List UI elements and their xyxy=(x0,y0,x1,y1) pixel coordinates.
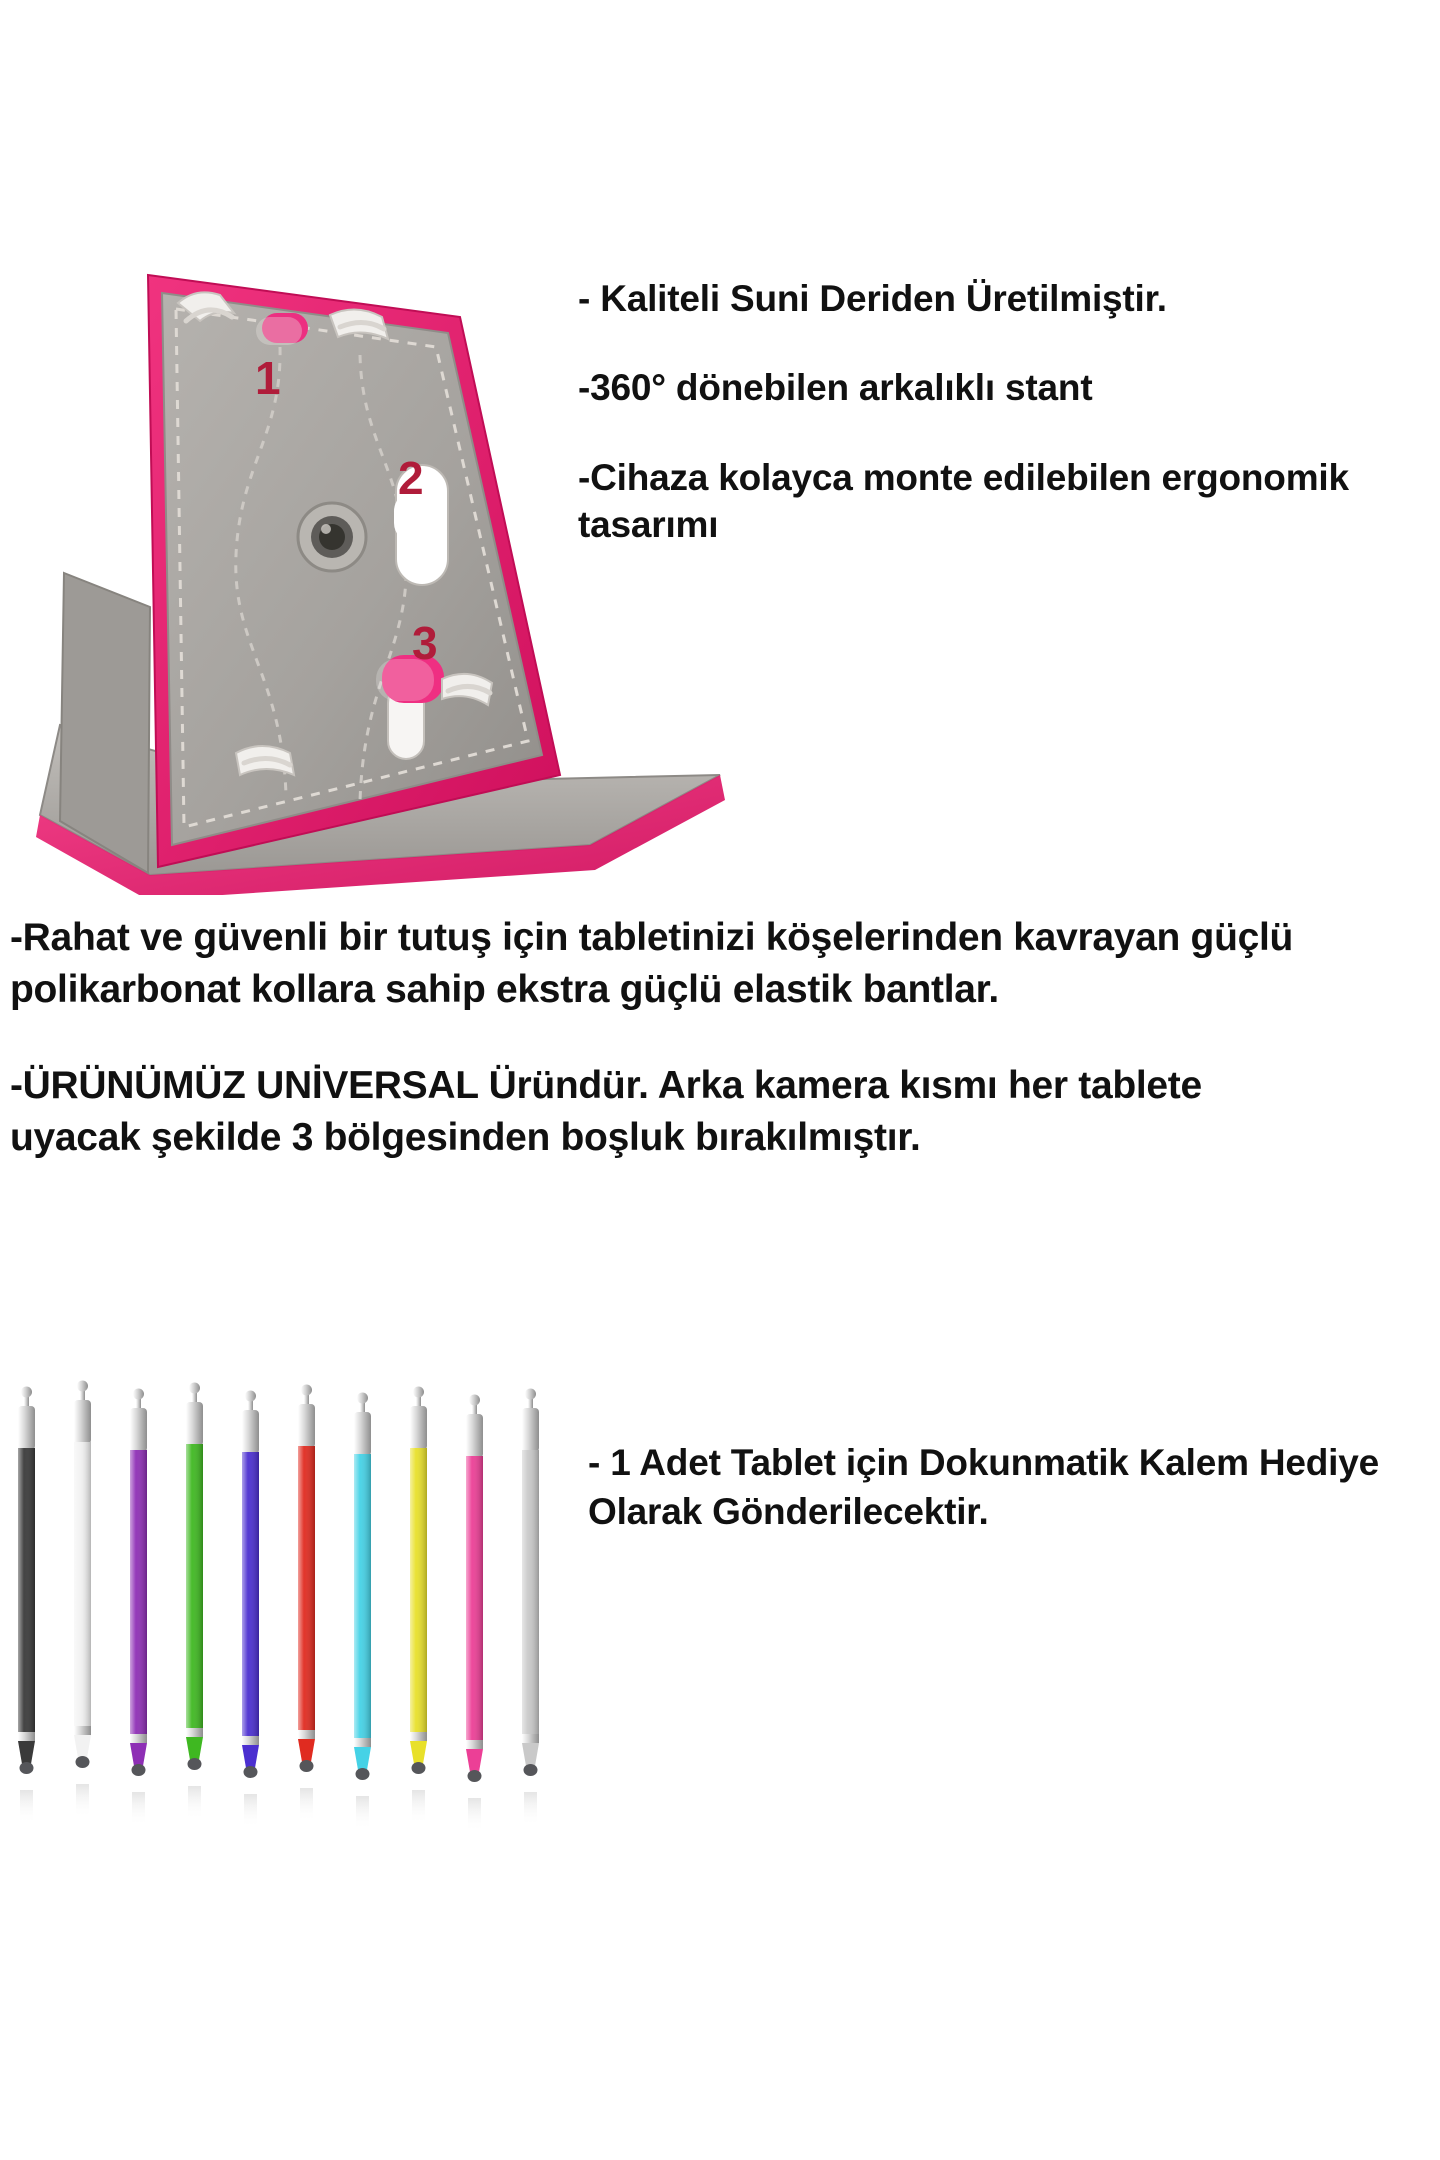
callout-number-2: 2 xyxy=(398,452,424,504)
callout-number-3: 3 xyxy=(412,617,438,669)
stylus-pens-image xyxy=(10,1360,590,1950)
gift-section xyxy=(0,1350,1440,1970)
description-paragraph: -ÜRÜNÜMÜZ UNİVERSAL Üründür. Arka kamera kısmı her tablete uyacak şekilde 3 bölgesinden boşluk bırakılmıştır. xyxy=(10,1063,1202,1159)
feature-bullet-list xyxy=(578,275,1398,548)
description-paragraph: -Rahat ve güvenli bir tutuş için tabletinizi köşelerinden kavrayan güçlü polikarbonat kollara sahip ekstra güçlü elastik bantlar. xyxy=(10,916,1294,1011)
top-section xyxy=(0,255,1440,895)
feature-bullet: -360° dönebilen arkalıklı stant xyxy=(578,367,1093,409)
stylus-pens-illustration xyxy=(10,1360,590,1950)
feature-bullet: -Cihaza kolayca monte edilebilen ergonomik tasarımı xyxy=(578,456,1349,546)
callout-number-1: 1 xyxy=(255,352,281,404)
gift-description: - 1 Adet Tablet için Dokunmatik Kalem Hediye Olarak Gönderilecektir. xyxy=(588,1442,1379,1533)
description-paragraphs xyxy=(10,912,1340,1163)
feature-bullet: - Kaliteli Suni Deriden Üretilmiştir. xyxy=(578,278,1167,319)
